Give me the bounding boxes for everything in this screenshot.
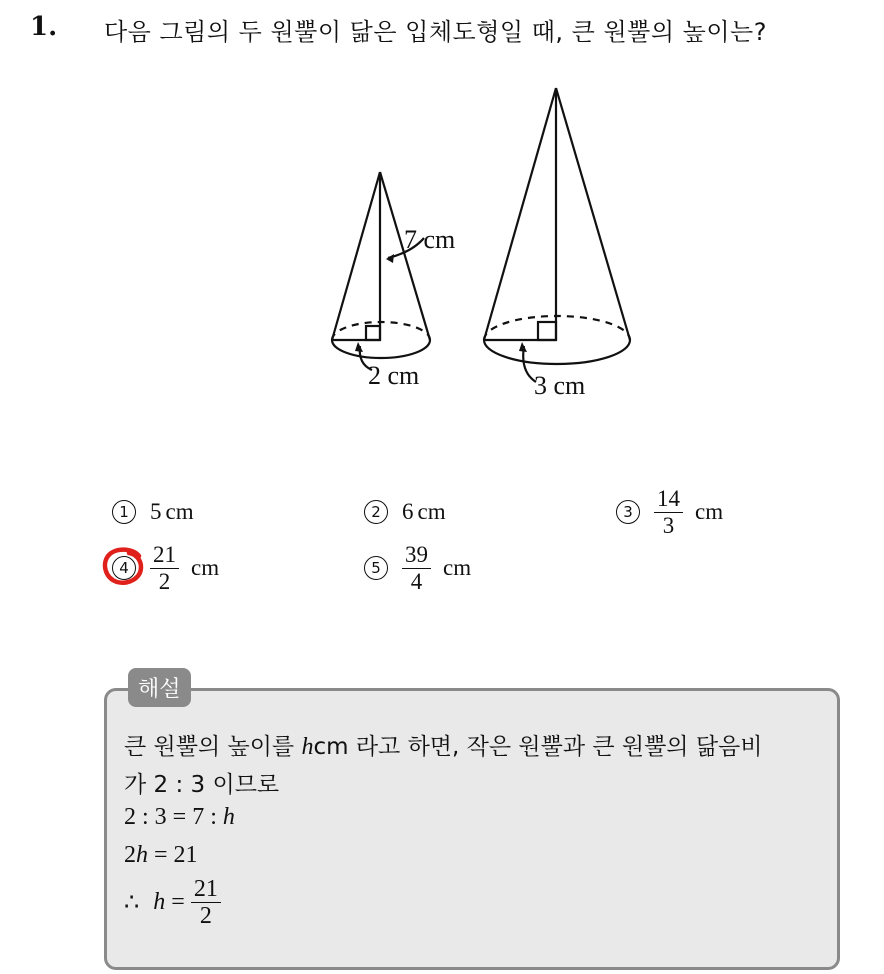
choice-unit: cm <box>417 499 446 524</box>
variable-h: h <box>301 734 314 760</box>
choice-fraction <box>150 542 179 595</box>
denominator: 2 <box>158 568 171 594</box>
choice-unit: cm <box>165 499 194 524</box>
small-radius-label: 2 cm <box>368 361 420 390</box>
choice-number: 5 <box>364 556 388 580</box>
equation-text: = 21 <box>148 842 198 868</box>
choice-number: 4 <box>112 556 136 580</box>
solution-line-5 <box>124 876 229 929</box>
question-text: 다음 그림의 두 원뿔이 닮은 입체도형일 때, 큰 원뿔의 높이는? <box>104 18 767 46</box>
numerator: 21 <box>193 876 218 902</box>
choice-1[interactable] <box>112 482 194 542</box>
choice-5[interactable] <box>364 538 471 598</box>
solution-line-3 <box>124 804 235 831</box>
solution-text: 큰 원뿔의 높이를 <box>124 734 302 760</box>
answer-fraction <box>191 876 221 929</box>
solution-text: cm 라고 하면, 작은 원뿔과 큰 원뿔의 닮음비 <box>313 734 763 760</box>
solution-line-1 <box>124 728 763 761</box>
small-slant-label: 7 cm <box>404 225 456 254</box>
denominator: 4 <box>410 568 423 594</box>
therefore-symbol: ∴ <box>124 890 140 916</box>
choice-value: 6 <box>402 499 414 524</box>
variable-h: h <box>153 889 166 915</box>
equation-text: 2 <box>124 842 136 868</box>
solution-line-2: 가 2 : 3 이므로 <box>124 772 280 798</box>
solution-line-4 <box>124 842 198 869</box>
numerator: 39 <box>405 541 428 567</box>
answer-mark-icon <box>101 546 145 586</box>
denominator: 2 <box>199 903 212 929</box>
choice-unit: cm <box>443 555 472 580</box>
choice-number: 3 <box>616 500 640 524</box>
choice-2[interactable] <box>364 482 446 542</box>
choice-fraction <box>654 486 683 539</box>
small-cone <box>332 172 430 370</box>
choice-number: 2 <box>364 500 388 524</box>
choice-unit: cm <box>695 499 724 524</box>
variable-h: h <box>222 804 235 830</box>
variable-h: h <box>136 842 148 868</box>
solution-tag: 해설 <box>128 668 191 707</box>
choice-value: 5 <box>150 499 162 524</box>
large-cone <box>484 88 630 382</box>
equals-sign: = <box>165 889 191 915</box>
cones-figure <box>320 80 650 420</box>
choice-unit: cm <box>191 555 220 580</box>
denominator: 3 <box>662 512 675 538</box>
numerator: 14 <box>657 485 680 511</box>
choice-number: 1 <box>112 500 136 524</box>
large-radius-label: 3 cm <box>534 371 586 400</box>
choice-fraction <box>402 542 431 595</box>
question-number: 1. <box>30 12 58 42</box>
equation-text: 2 : 3 = 7 : <box>124 804 223 830</box>
numerator: 21 <box>153 541 176 567</box>
choice-3[interactable] <box>616 482 723 542</box>
